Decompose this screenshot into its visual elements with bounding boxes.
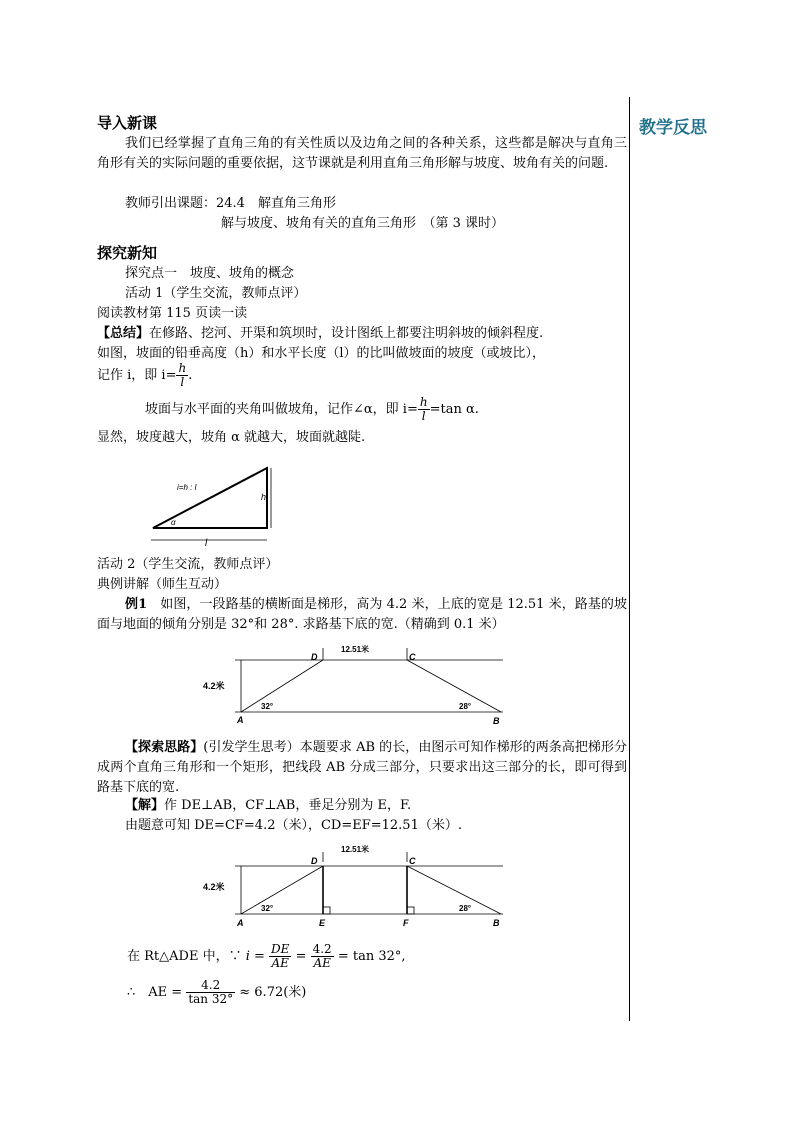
rt-den-2: AE	[313, 956, 331, 970]
topic-line-2: 解与坡度、坡角有关的直角三角形 （第 3 课时）	[221, 216, 505, 231]
slope-num: h	[178, 361, 187, 375]
height-label: 4.2米	[203, 681, 225, 691]
ae-fraction	[186, 979, 235, 1006]
angle-fraction	[418, 396, 430, 423]
l-label: l	[205, 538, 208, 549]
slope-den: l	[180, 375, 185, 389]
sidebar-title: 教学反思	[639, 118, 707, 138]
slope-figure	[147, 460, 277, 550]
point-a: A	[237, 918, 244, 928]
think-paragraph	[97, 738, 627, 798]
rt-den-1: AE	[271, 956, 289, 970]
explore-point-1: 探究点一 坡度、坡角的概念	[125, 266, 295, 281]
point-f: F	[403, 918, 409, 928]
example-body: 如图，一段路基的横断面是梯形，高为 4.2 米，上底的宽是 12.51 米，路基的坡面与地面的倾角分别是 32°和 28°. 求路基下底的宽.（精确到 0.1 米）	[97, 597, 627, 632]
rt-suffix: = tan 32°,	[337, 949, 406, 964]
height-label: 4.2米	[203, 882, 225, 892]
rt-num-2: 4.2	[312, 942, 332, 956]
angle-num: h	[419, 395, 428, 409]
trapezoid-figure-1	[197, 640, 517, 730]
angle-den: l	[421, 409, 426, 423]
topic-line-1: 教师引出课题：24.4 解直角三角形	[125, 196, 336, 211]
rt-equation: 在 Rt△ADE 中，∵ i = $\frac{DE}{AE}$ = $\frac{4.2}{AE}$ = tan 32°,	[127, 942, 406, 970]
obvious-line: 显然，坡度越大，坡角 α 就越大，坡面就越陡.	[97, 430, 366, 445]
solution-line-2: 由题意可知 DE=CF=4.2（米），CD=EF=12.51（米）.	[125, 818, 462, 833]
angle-right-label: 28°	[459, 702, 472, 711]
point-c: C	[409, 856, 416, 866]
top-width-label: 12.51米	[341, 845, 370, 854]
slope-fraction	[176, 362, 188, 389]
ratio-label: i=h : l	[177, 483, 197, 492]
ae-prefix: ∴ AE =	[127, 985, 183, 1000]
point-b: B	[493, 918, 500, 928]
example-text	[97, 595, 627, 635]
ae-equation	[127, 978, 306, 1008]
example-explain: 典例讲解（师生互动）	[97, 577, 228, 592]
rt-fraction-2	[311, 943, 334, 970]
alpha-label: α	[171, 518, 176, 527]
intro-paragraph: 我们已经掌握了直角三角的有关性质以及边角之间的各种关系，这些都是解决与直角三角形有关的实际问题的重要依据，这节课就是利用直角三角形解与坡度、坡角有关的问题.	[97, 136, 627, 171]
right-angle-e	[323, 907, 330, 914]
angle-left-label: 32°	[261, 904, 274, 913]
angle-def-prefix: 坡面与水平面的夹角叫做坡角，记作∠α，即 i=	[145, 402, 418, 417]
summary-label: 【总结】	[97, 326, 150, 341]
solution-text: 作 DE⊥AB，CF⊥AB，垂足分别为 E，F.	[164, 798, 412, 813]
h-label: h	[261, 492, 267, 502]
think-text: (引发学生思考）本题要求 AB 的长，由图示可知作梯形的两条高把梯形分成两个直角三角形和一个矩形，把线段 AB 分成三部分，只要求出这三部分的长，即可得到路基下底的宽.	[97, 740, 627, 795]
left-slope	[241, 866, 323, 914]
top-width-label: 12.51米	[341, 645, 370, 654]
angle-left-label: 32°	[261, 702, 274, 711]
solution-label: 【解】	[125, 798, 165, 813]
ae-num: 4.2	[186, 979, 235, 993]
rt-i: i =	[245, 949, 265, 964]
rt-num-1: DE	[271, 942, 290, 956]
summary-line	[97, 324, 543, 344]
example-label: 例1	[125, 597, 148, 612]
point-d: D	[311, 856, 318, 866]
point-c: C	[409, 652, 416, 662]
trapezoid-figure-2	[197, 840, 517, 932]
intro-heading: 导入新课	[97, 114, 158, 132]
angle-def-suffix: =tan α.	[429, 402, 479, 417]
right-angle-f	[407, 907, 414, 914]
slope-formula: 记作 i，即 i= $\frac{h}{l}$ .	[97, 361, 193, 389]
right-slope	[407, 660, 501, 712]
slope-definition: 如图，坡面的铅垂高度（h）和水平长度（l）的比叫做坡面的坡度（或坡比），	[97, 346, 546, 361]
rt-fraction-1	[269, 943, 291, 970]
solution-line	[125, 796, 411, 816]
activity-1: 活动 1（学生交流，教师点评）	[125, 286, 307, 301]
ae-suffix: ≈ 6.72(米)	[239, 985, 307, 1000]
angle-right-label: 28°	[459, 904, 472, 913]
slope-formula-prefix: 记作 i，即 i=	[97, 368, 177, 383]
reading-line: 阅读教材第 115 页读一读	[97, 306, 248, 321]
think-label: 【探索思路】	[125, 740, 204, 755]
point-d: D	[311, 652, 318, 662]
point-b: B	[493, 716, 500, 726]
point-e: E	[319, 918, 326, 928]
summary-text: 在修路、挖河、开渠和筑坝时，设计图纸上都要注明斜坡的倾斜程度.	[149, 326, 544, 341]
left-slope	[241, 660, 323, 712]
activity-2: 活动 2（学生交流，教师点评）	[97, 557, 279, 572]
angle-definition	[145, 396, 479, 423]
explore-heading: 探究新知	[97, 244, 158, 262]
point-a: A	[237, 715, 244, 725]
ae-den: tan 32°	[188, 992, 234, 1006]
column-divider	[629, 97, 630, 1021]
rt-prefix: 在 Rt△ADE 中，∵	[127, 949, 242, 964]
right-slope	[407, 866, 501, 914]
